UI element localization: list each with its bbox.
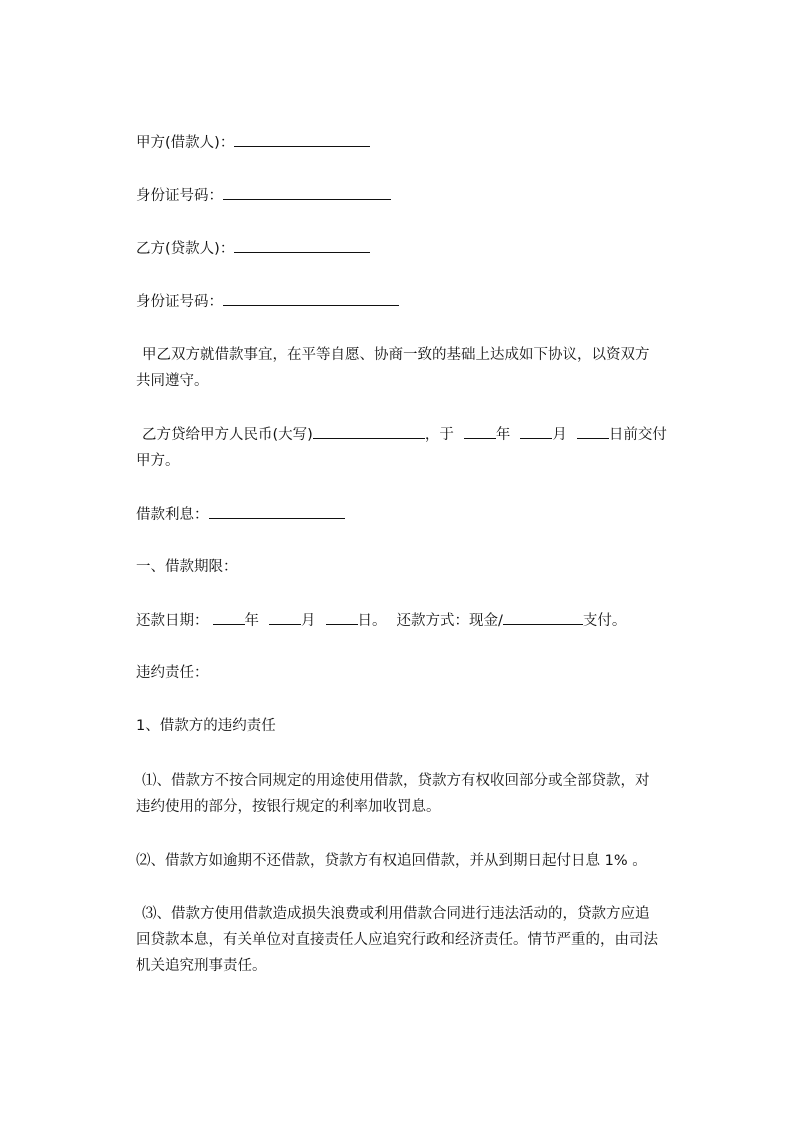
loan-month-label: 月	[552, 427, 567, 443]
party-a-line	[136, 132, 370, 153]
clause-3: ⑶、借款方使用借款造成损失浪费或利用借款合同进行违法活动的，贷款方应追回贷款本息，有关单位对直接责任人应追究行政和经济责任。情节严重的，由司法机关追究刑事责任。	[136, 906, 658, 974]
loan-day-blank	[577, 424, 609, 439]
interest-label: 借款利息：	[136, 507, 209, 523]
clause-2: ⑵、借款方如逾期不还借款，贷款方有权追回借款，并从到期日起付日息 1% 。	[136, 853, 647, 869]
repay-day-label: 日。	[357, 613, 387, 629]
section-term-heading: 一、借款期限：	[136, 559, 238, 575]
repay-day-blank	[326, 610, 358, 625]
party-a-id-line	[136, 185, 391, 206]
loan-amount-blank	[313, 424, 425, 439]
party-b-id-label: 身份证号码：	[136, 294, 223, 310]
repay-date-label: 还款日期：	[136, 613, 209, 629]
intro-paragraph: 甲乙双方就借款事宜，在平等自愿、协商一致的基础上达成如下协议，以资双方共同遵守。	[136, 347, 650, 389]
party-b-line	[136, 238, 370, 259]
repay-year-blank	[213, 610, 245, 625]
loan-amount-line-2: 甲方。	[136, 453, 180, 469]
party-b-label: 乙方(贷款人)：	[136, 241, 235, 257]
repay-month-label: 月	[301, 613, 316, 629]
loan-year-blank	[464, 424, 496, 439]
liability-heading: 违约责任：	[136, 665, 209, 681]
party-b-id-line	[136, 291, 399, 312]
party-a-label: 甲方(借款人)：	[136, 135, 235, 151]
repay-month-blank	[269, 610, 301, 625]
loan-month-blank	[520, 424, 552, 439]
loan-amount-prefix: 乙方贷给甲方人民币(大写)	[142, 427, 313, 443]
loan-amount-yu: ，于	[424, 427, 454, 443]
loan-amount-paragraph	[136, 422, 667, 474]
repay-method-suffix: 支付。	[582, 613, 627, 629]
party-b-name-blank	[234, 238, 370, 253]
party-a-id-blank	[223, 185, 391, 200]
party-a-id-label: 身份证号码：	[136, 188, 223, 204]
loan-year-label: 年	[495, 427, 511, 443]
repay-method-blank	[503, 610, 583, 625]
party-a-name-blank	[234, 132, 370, 147]
loan-amount-line-1	[136, 422, 667, 448]
repay-method-label: 还款方式：现金/	[396, 613, 503, 629]
interest-line	[136, 504, 345, 525]
party-b-id-blank	[223, 291, 399, 306]
repayment-line	[136, 610, 626, 631]
repay-year-label: 年	[244, 613, 259, 629]
interest-blank	[209, 504, 345, 519]
clause-1: ⑴、借款方不按合同规定的用途使用借款，贷款方有权收回部分或全部贷款，对违约使用的部分，按银行规定的利率加收罚息。	[136, 773, 650, 815]
borrower-liability-heading: 1、借款方的违约责任	[136, 718, 276, 734]
loan-day-suffix: 日前交付	[608, 427, 667, 443]
